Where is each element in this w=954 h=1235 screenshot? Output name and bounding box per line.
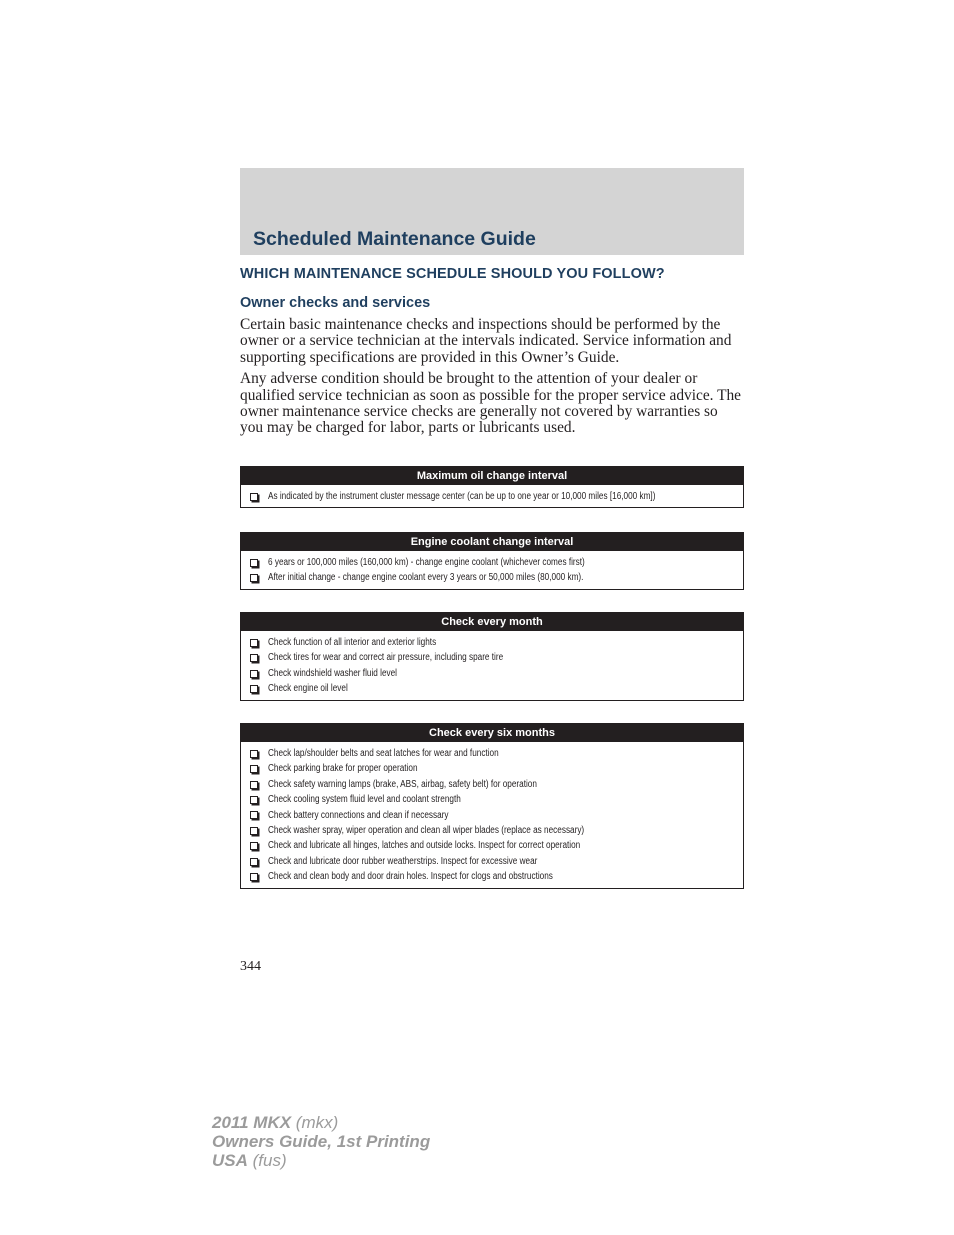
checkbox-icon — [250, 796, 258, 804]
box-title: Check every month — [241, 613, 743, 631]
checklist-item: Check cooling system fluid level and coolant strength — [250, 792, 743, 807]
checkbox-icon — [250, 811, 258, 819]
footer-printing-info — [212, 1113, 430, 1170]
checklist — [241, 742, 743, 888]
page-title: Scheduled Maintenance Guide — [253, 228, 536, 250]
checkbox-icon — [250, 493, 258, 501]
checklist — [241, 631, 743, 700]
sub-heading: Owner checks and services — [240, 295, 431, 311]
box-oil-change — [240, 466, 744, 508]
checklist-item: Check and lubricate all hinges, latches and outside locks. Inspect for correct operation — [250, 838, 743, 853]
checkbox-icon — [250, 559, 258, 567]
box-title: Maximum oil change interval — [241, 467, 743, 485]
header-band — [240, 168, 744, 255]
checkbox-icon — [250, 842, 258, 850]
checkbox-icon — [250, 670, 258, 678]
checklist-item: Check and clean body and door drain holes. Inspect for clogs and obstructions — [250, 869, 743, 884]
checklist — [241, 551, 743, 589]
checklist-item: Check function of all interior and exterior lights — [250, 635, 743, 650]
checkbox-icon — [250, 858, 258, 866]
checkbox-icon — [250, 574, 258, 582]
footer-line-1: 2011 MKX (mkx) — [212, 1113, 339, 1132]
checklist-item: Check windshield washer fluid level — [250, 666, 743, 681]
checkbox-icon — [250, 750, 258, 758]
footer-line-2: Owners Guide, 1st Printing — [212, 1132, 431, 1151]
footer-line-3: USA (fus) — [212, 1151, 287, 1170]
paragraph-1: Certain basic maintenance checks and inspections should be performed by the owner or a service technician at the intervals indicated. Service information and supporting specifications are provided in this Owner’s Guide. — [240, 316, 732, 366]
intro-content — [240, 266, 744, 437]
checkbox-icon — [250, 685, 258, 693]
box-every-six-months — [240, 723, 744, 889]
paragraph-2: Any adverse condition should be brought to the attention of your dealer or qualified service technician as soon as possible for the proper service advice. The owner maintenance service checks are generally not covered by warranties so you may be charged for labor, parts or lubricants used. — [240, 370, 742, 437]
checklist-item: As indicated by the instrument cluster message center (can be up to one year or 10,000 miles [16,000 km]) — [250, 489, 743, 504]
checkbox-icon — [250, 873, 258, 881]
checklist-item: Check and lubricate door rubber weatherstrips. Inspect for excessive wear — [250, 854, 743, 869]
page-number: 344 — [240, 959, 261, 974]
section-heading: WHICH MAINTENANCE SCHEDULE SHOULD YOU FOLLOW? — [240, 266, 665, 282]
checklist-item: Check tires for wear and correct air pressure, including spare tire — [250, 650, 743, 665]
checklist-item: Check engine oil level — [250, 681, 743, 696]
checklist — [241, 485, 743, 507]
checklist-item: After initial change - change engine coolant every 3 years or 50,000 miles (80,000 km). — [250, 570, 743, 585]
checklist-item: Check lap/shoulder belts and seat latches for wear and function — [250, 746, 743, 761]
checkbox-icon — [250, 781, 258, 789]
checklist-item: Check safety warning lamps (brake, ABS, airbag, safety belt) for operation — [250, 777, 743, 792]
box-every-month — [240, 612, 744, 701]
box-coolant-change — [240, 532, 744, 590]
box-title: Check every six months — [241, 724, 743, 742]
checklist-item: Check battery connections and clean if necessary — [250, 808, 743, 823]
box-title: Engine coolant change interval — [241, 533, 743, 551]
checklist-item: Check washer spray, wiper operation and clean all wiper blades (replace as necessary) — [250, 823, 743, 838]
checkbox-icon — [250, 654, 258, 662]
checklist-item: 6 years or 100,000 miles (160,000 km) - change engine coolant (whichever comes first) — [250, 555, 743, 570]
checkbox-icon — [250, 765, 258, 773]
checklist-item: Check parking brake for proper operation — [250, 761, 743, 776]
checkbox-icon — [250, 639, 258, 647]
checkbox-icon — [250, 827, 258, 835]
